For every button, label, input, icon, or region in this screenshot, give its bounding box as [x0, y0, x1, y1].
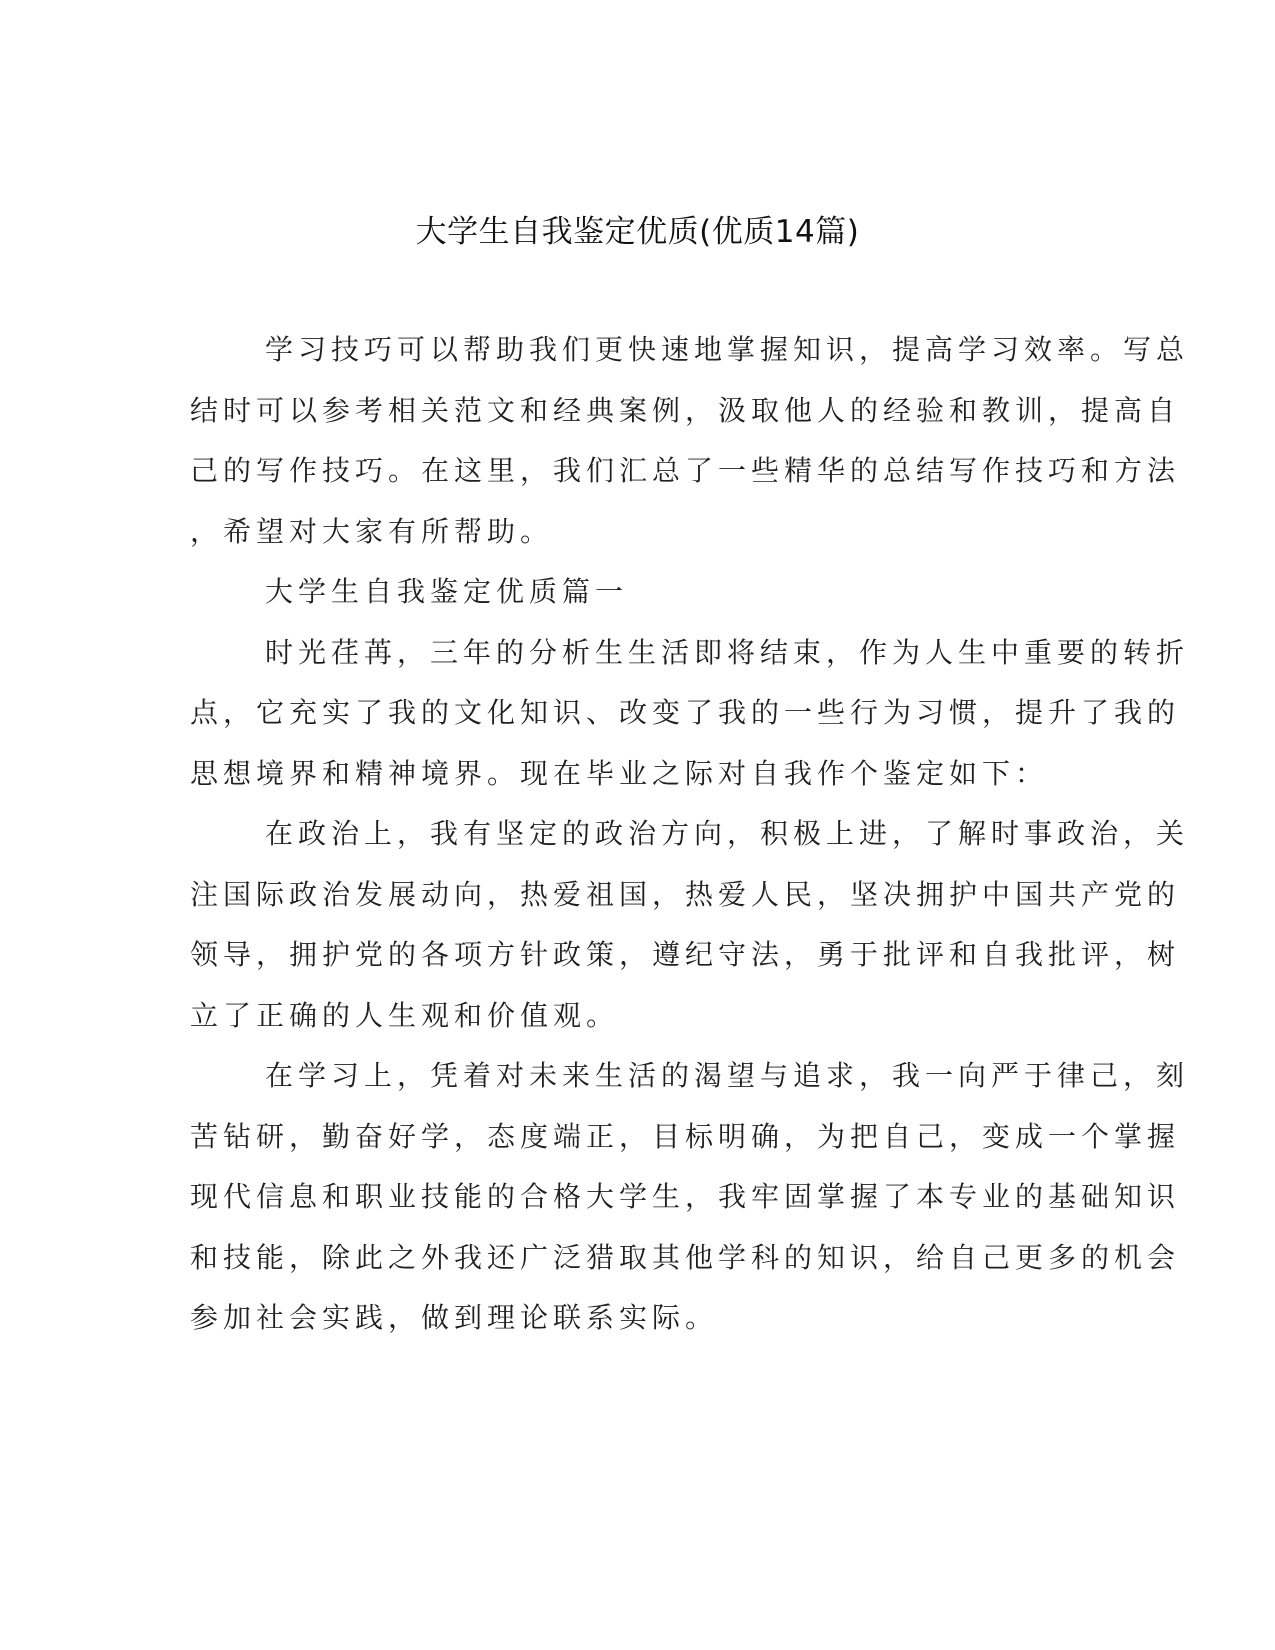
paragraph-3-line-3: 现代信息和职业技能的合格大学生，我牢固掌握了本专业的基础知识	[190, 1180, 1181, 1213]
paragraph-2-line-4: 立了正确的人生观和价值观。	[190, 998, 620, 1032]
intro-line-2: 结时可以参考相关范文和经典案例，汲取他人的经验和教训，提高自	[190, 393, 1181, 427]
section-heading: 大学生自我鉴定优质篇一	[265, 575, 629, 608]
paragraph-3-line-5: 参加社会实践，做到理论联系实际。	[190, 1301, 719, 1334]
intro-line-1: 学习技巧可以帮助我们更快速地掌握知识，提高学习效率。写总	[265, 333, 1190, 366]
intro-line-3: 己的写作技巧。在这里，我们汇总了一些精华的总结写作技巧和方法	[190, 454, 1181, 487]
paragraph-2-line-2: 注国际政治发展动向，热爱祖国，热爱人民，坚决拥护中国共产党的	[190, 877, 1181, 911]
paragraph-3-line-1: 在学习上，凭着对未来生活的渴望与追求，我一向严于律己，刻	[265, 1059, 1190, 1092]
document-title: 大学生自我鉴定优质(优质14篇)	[415, 214, 860, 250]
intro-line-4: ，希望对大家有所帮助。	[190, 514, 554, 548]
paragraph-1-line-3: 思想境界和精神境界。现在毕业之际对自我作个鉴定如下：	[190, 756, 1049, 790]
paragraph-1-line-1: 时光荏苒，三年的分析生生活即将结束，作为人生中重要的转折	[265, 635, 1190, 669]
document-body	[190, 330, 1190, 1359]
paragraph-2-line-3: 领导，拥护党的各项方针政策，遵纪守法，勇于批评和自我批评，树	[190, 938, 1181, 971]
paragraph-2-line-1: 在政治上，我有坚定的政治方向，积极上进，了解时事政治，关	[265, 817, 1190, 850]
paragraph-1-line-2: 点，它充实了我的文化知识、改变了我的一些行为习惯，提升了我的	[190, 696, 1181, 729]
paragraph-3-line-2: 苦钻研，勤奋好学，态度端正，目标明确，为把自己，变成一个掌握	[190, 1119, 1181, 1153]
paragraph-3-line-4: 和技能，除此之外我还广泛猎取其他学科的知识，给自己更多的机会	[190, 1240, 1181, 1274]
